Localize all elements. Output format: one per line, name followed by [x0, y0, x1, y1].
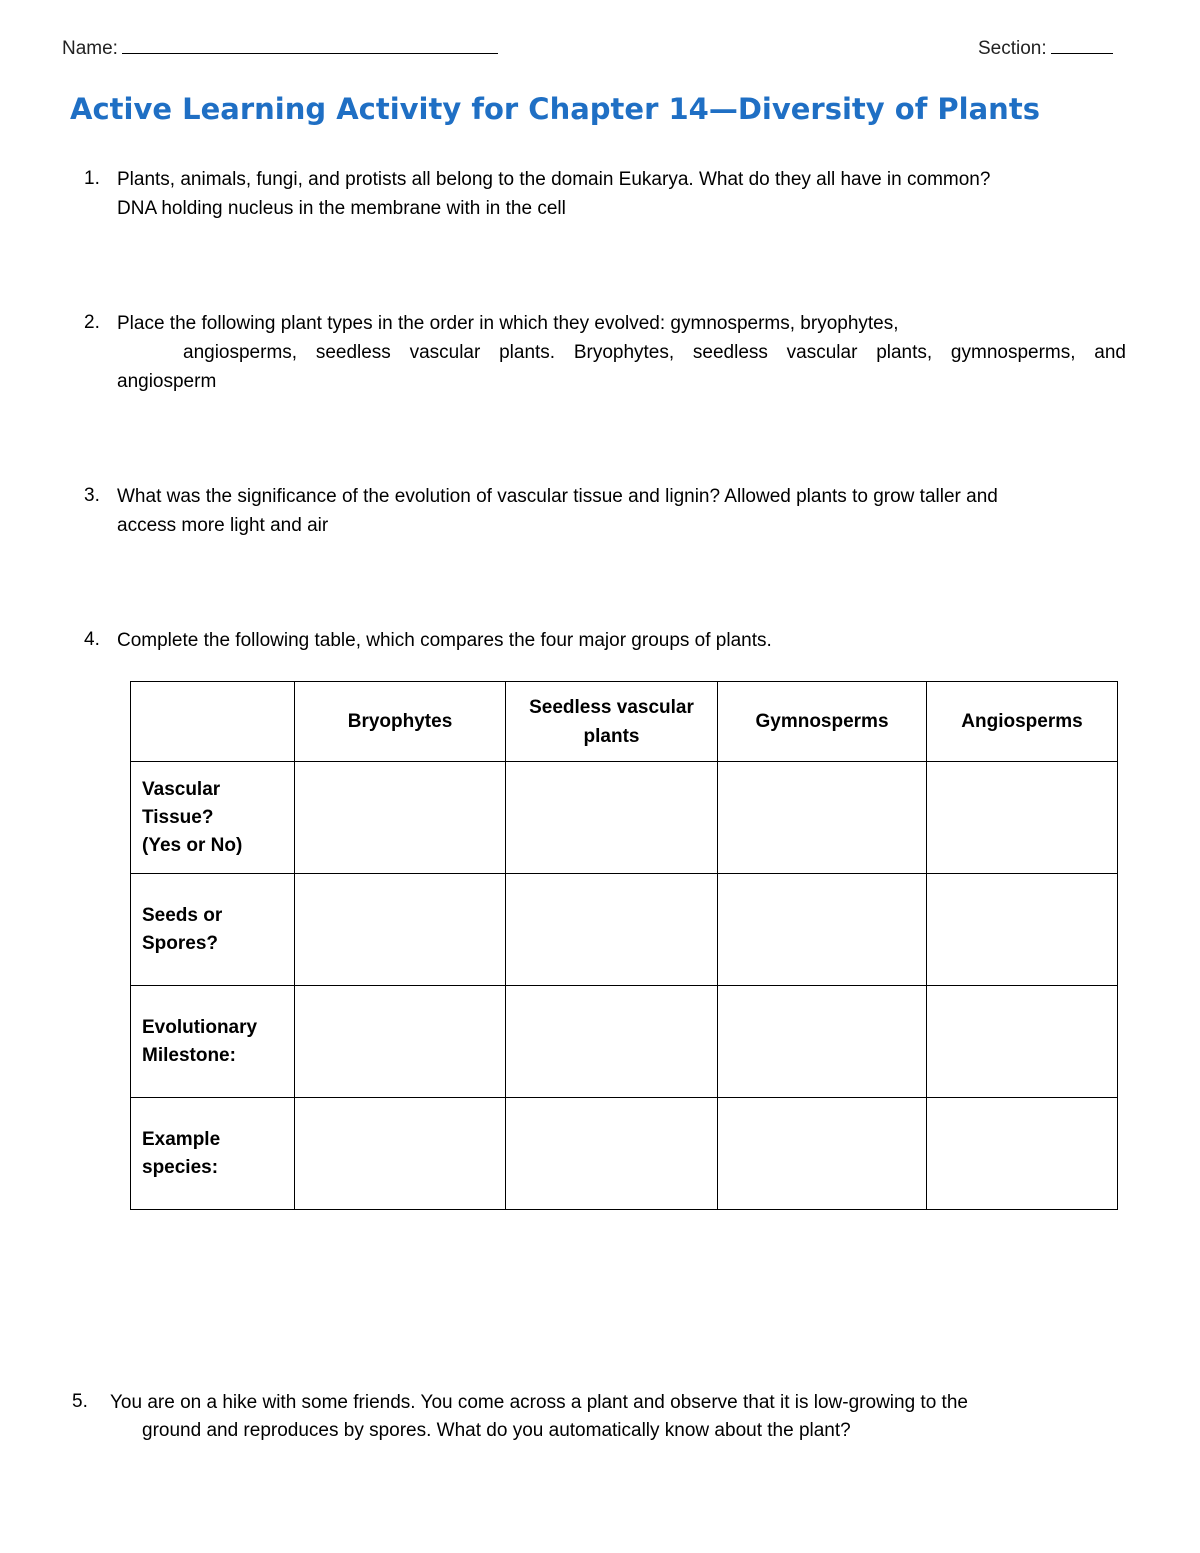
table-cell[interactable] [506, 874, 718, 986]
table-cell[interactable] [927, 986, 1118, 1098]
question-2-line-1: Place the following plant types in the order in which they evolved: gymnosperms, bryophytes, [117, 313, 899, 334]
question-1-number: 1. [84, 168, 100, 189]
table-cell[interactable] [718, 1098, 927, 1210]
section-blank[interactable] [1051, 52, 1113, 54]
table-cell[interactable] [295, 1098, 506, 1210]
row-label-line: species: [142, 1156, 219, 1178]
question-3-line-1: What was the significance of the evolution of vascular tissue and lignin? Allowed plants to grow taller and [117, 486, 998, 507]
row-label-line: Tissue? [142, 806, 214, 828]
name-blank[interactable] [122, 52, 498, 54]
question-1-prompt: Plants, animals, fungi, and protists all belong to the domain Eukarya. What do they all have in common? [117, 169, 991, 190]
table-cell[interactable] [295, 874, 506, 986]
row-label-line: Vascular [142, 778, 221, 800]
table-header-row [131, 682, 1118, 762]
table-cell[interactable] [506, 1098, 718, 1210]
question-5-line-2: ground and reproduces by spores. What do you automatically know about the plant? [142, 1420, 851, 1441]
table-corner-cell [131, 682, 295, 762]
section-field [978, 38, 1113, 60]
question-2-line-3: angiosperm [117, 371, 217, 392]
column-header-seedless-vascular: Seedless vascular plants [506, 682, 718, 762]
table-row [131, 874, 1118, 986]
table-cell[interactable] [506, 762, 718, 874]
table-cell[interactable] [927, 874, 1118, 986]
column-header-angiosperms: Angiosperms [927, 682, 1118, 762]
column-header-bryophytes: Bryophytes [295, 682, 506, 762]
question-5-number: 5. [72, 1391, 88, 1412]
section-label: Section: [978, 38, 1047, 59]
table-cell[interactable] [927, 762, 1118, 874]
question-3 [117, 482, 998, 540]
row-label-line: (Yes or No) [142, 834, 243, 856]
question-3-line-2: access more light and air [117, 515, 329, 536]
table-cell[interactable] [718, 986, 927, 1098]
table-cell[interactable] [295, 986, 506, 1098]
plant-comparison-table [130, 681, 1118, 1210]
row-label-line: Evolutionary [142, 1016, 258, 1038]
row-header-example-species [131, 1098, 295, 1210]
row-header-vascular-tissue [131, 762, 295, 874]
question-3-number: 3. [84, 485, 100, 506]
table-row [131, 1098, 1118, 1210]
question-5-line-1: You are on a hike with some friends. You come across a plant and observe that it is low-growing to the [110, 1392, 968, 1413]
page-title: Active Learning Activity for Chapter 14—Diversity of Plants [70, 92, 1040, 126]
question-1 [117, 165, 990, 223]
row-header-evolutionary-milestone [131, 986, 295, 1098]
name-field [62, 38, 498, 60]
table-row [131, 762, 1118, 874]
question-2-number: 2. [84, 312, 100, 333]
row-header-seeds-or-spores [131, 874, 295, 986]
table-cell[interactable] [506, 986, 718, 1098]
table-cell[interactable] [718, 762, 927, 874]
question-1-answer: DNA holding nucleus in the membrane with in the cell [117, 198, 566, 219]
table-cell[interactable] [295, 762, 506, 874]
row-label-line: Milestone: [142, 1044, 236, 1066]
column-header-gymnosperms: Gymnosperms [718, 682, 927, 762]
question-4-number: 4. [84, 629, 100, 650]
row-label-line: Example [142, 1128, 221, 1150]
question-2-line-2: angiosperms, seedless vascular plants. Bryophytes, seedless vascular plants, gymnosperms, and [183, 342, 1126, 363]
question-4: Complete the following table, which compares the four major groups of plants. [117, 630, 772, 651]
row-label-line: Seeds or [142, 904, 223, 926]
table-cell[interactable] [718, 874, 927, 986]
table-row [131, 986, 1118, 1098]
table-cell[interactable] [927, 1098, 1118, 1210]
row-label-line: Spores? [142, 932, 219, 954]
name-label: Name: [62, 38, 118, 59]
